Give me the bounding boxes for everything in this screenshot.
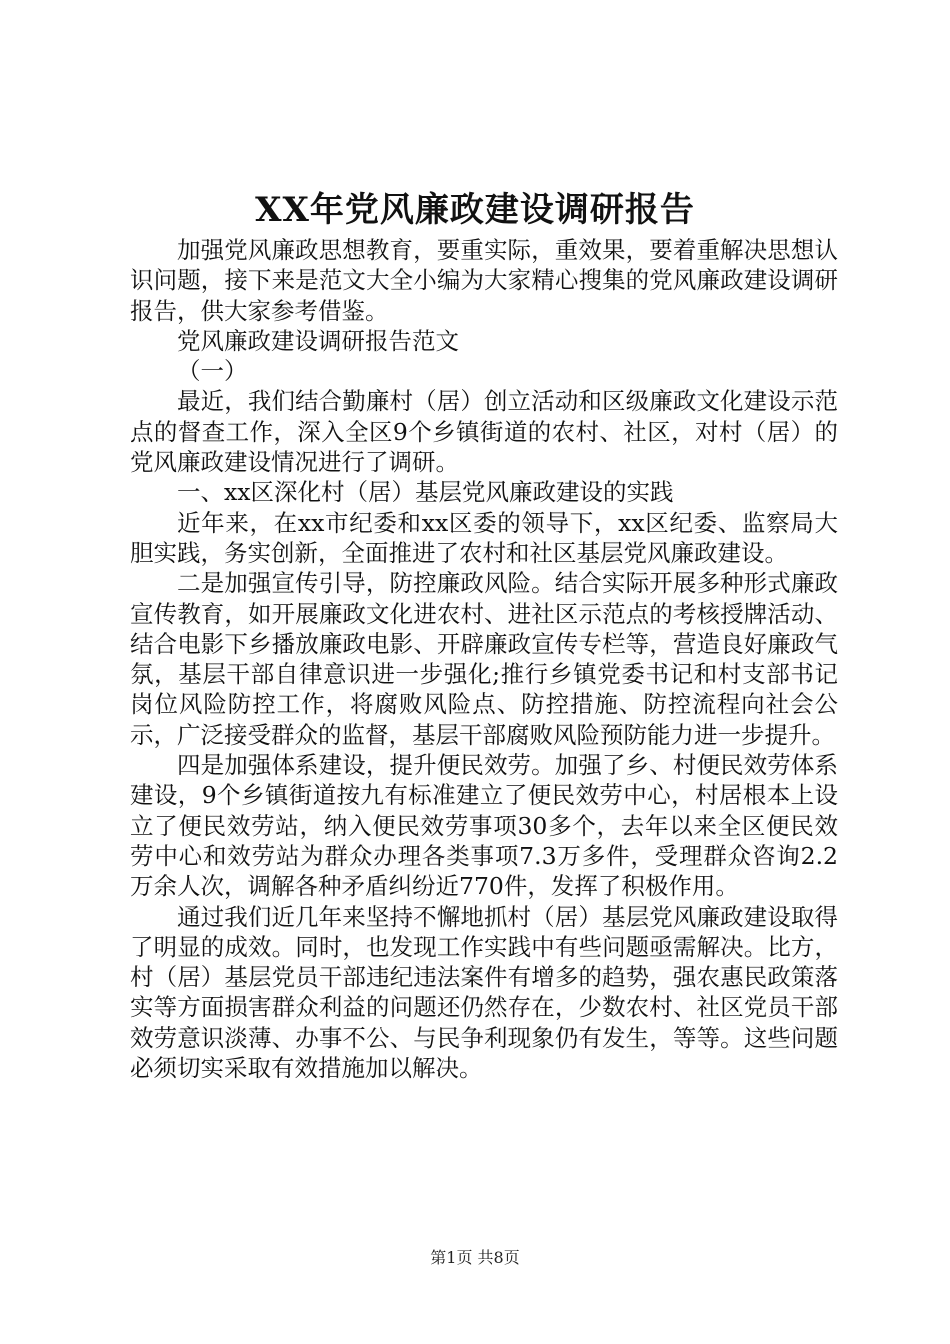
intro-paragraph: 加强党风廉政思想教育，要重实际，重效果，要着重解决思想认识问题，接下来是范文大全小编为大家精心搜集的党风廉政建设调研报告，供大家参考借鉴。 — [130, 236, 838, 325]
paragraph: 最近，我们结合勤廉村（居）创立活动和区级廉政文化建设示范点的督查工作，深入全区9个乡镇街道的农村、社区，对村（居）的党风廉政建设情况进行了调研。 — [130, 387, 838, 477]
paragraph: 二是加强宣传引导，防控廉政风险。结合实际开展多种形式廉政宣传教育，如开展廉政文化进农村、进社区示范点的考核授牌活动、结合电影下乡播放廉政电影、开辟廉政宣传专栏等，营造良好廉政气氛，基层干部自律意识进一步强化;推行乡镇党委书记和村支部书记岗位风险防控工作，将腐败风险点、防控措施、防控流程向社会公示，广泛接受群众的监督，基层干部腐败风险预防能力进一步提升。 — [130, 569, 838, 749]
paragraph: 四是加强体系建设，提升便民效劳。加强了乡、村便民效劳体系建设，9个乡镇街道按九有标准建立了便民效劳中心，村居根本上设立了便民效劳站，纳入便民效劳事项30多个，去年以来全区便民效劳中心和效劳站为群众办理各类事项7.3万多件，受理群众咨询2.2万余人次，调解各种矛盾纠纷近770件，发挥了积极作用。 — [130, 751, 838, 901]
subsection-number: （一） — [177, 357, 248, 386]
section-heading: 党风廉政建设调研报告范文 — [177, 326, 459, 355]
paragraph: 通过我们近几年来坚持不懈地抓村（居）基层党风廉政建设取得了明显的成效。同时，也发现工作实践中有些问题亟需解决。比方，村（居）基层党员干部违纪违法案件有增多的趋势，强农惠民政策落实等方面损害群众利益的问题还仍然存在，少数农村、社区党员干部效劳意识淡薄、办事不公、与民争利现象仍有发生，等等。这些问题必须切实采取有效措施加以解决。 — [130, 902, 838, 1083]
paragraph: 近年来，在xx市纪委和xx区委的领导下，xx区纪委、监察局大胆实践，务实创新，全面推进了农村和社区基层党风廉政建设。 — [130, 508, 838, 567]
subheading: 一、xx区深化村（居）基层党风廉政建设的实践 — [177, 478, 674, 507]
page-number: 第1页 共8页 — [430, 1248, 520, 1267]
document-body — [130, 235, 838, 1083]
document-title: XX年党风廉政建设调研报告 — [255, 190, 695, 230]
